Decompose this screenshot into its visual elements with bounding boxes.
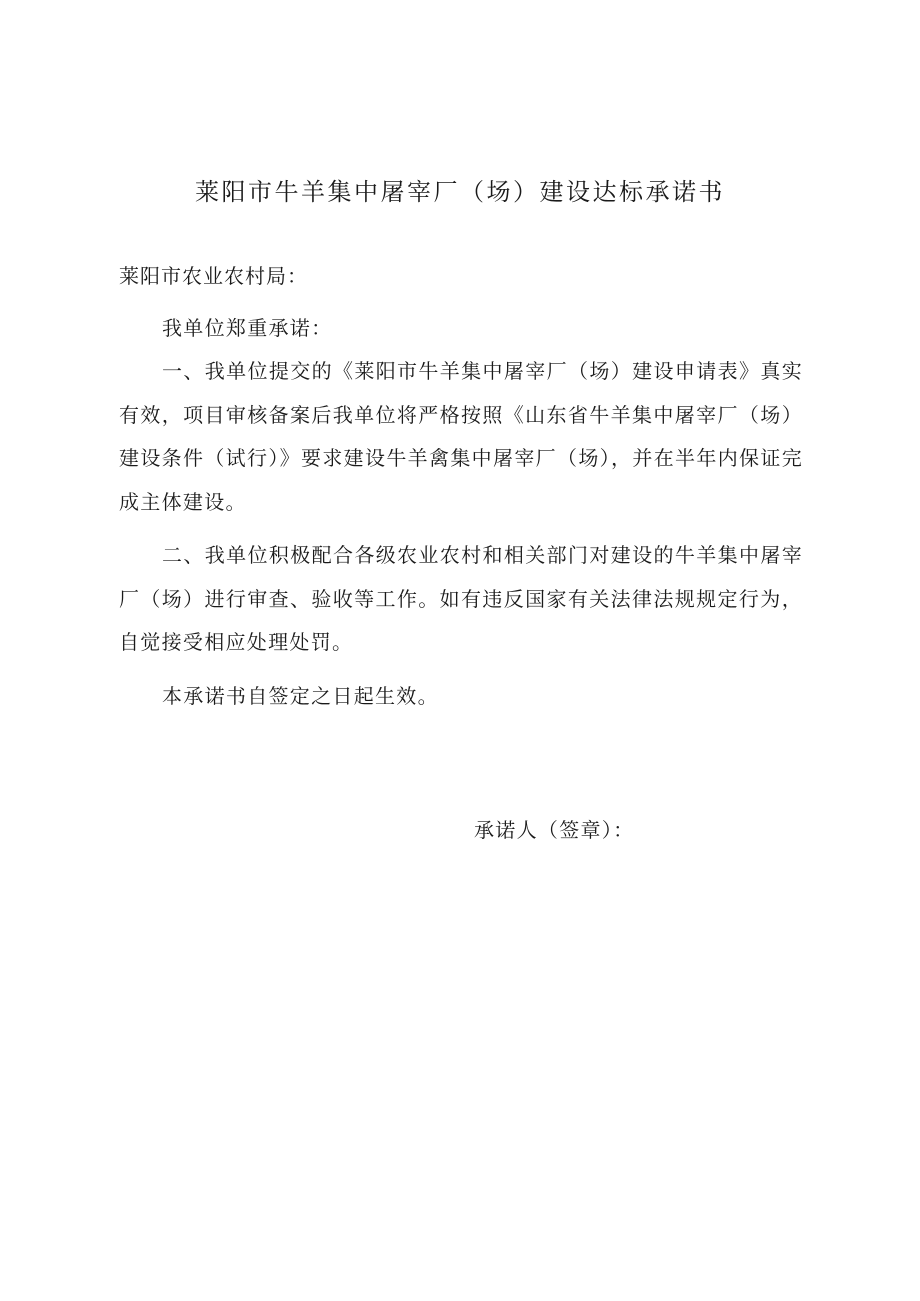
paragraph-item-one: 一、我单位提交的《莱阳市牛羊集中屠宰厂（场）建设申请表》真实有效，项目审核备案后我单位将严格按照《山东省牛羊集中屠宰厂（场）建设条件（试行）》要求建设牛羊禽集中屠宰厂（场），并在半年内保证完成主体建设。 bbox=[119, 359, 803, 514]
paragraph-intro: 我单位郑重承诺： bbox=[162, 316, 333, 340]
document-title: 莱阳市牛羊集中屠宰厂（场）建设达标承诺书 bbox=[195, 178, 725, 206]
paragraph-closing: 本承诺书自签定之日起生效。 bbox=[162, 684, 439, 708]
addressee: 莱阳市农业农村局： bbox=[119, 264, 308, 288]
paragraph-item-two: 二、我单位积极配合各级农业农村和相关部门对建设的牛羊集中屠宰厂（场）进行审查、验收等工作。如有违反国家有关法律法规规定行为，自觉接受相应处理处罚。 bbox=[119, 543, 803, 654]
signature-label: 承诺人（签章）： bbox=[474, 818, 635, 842]
